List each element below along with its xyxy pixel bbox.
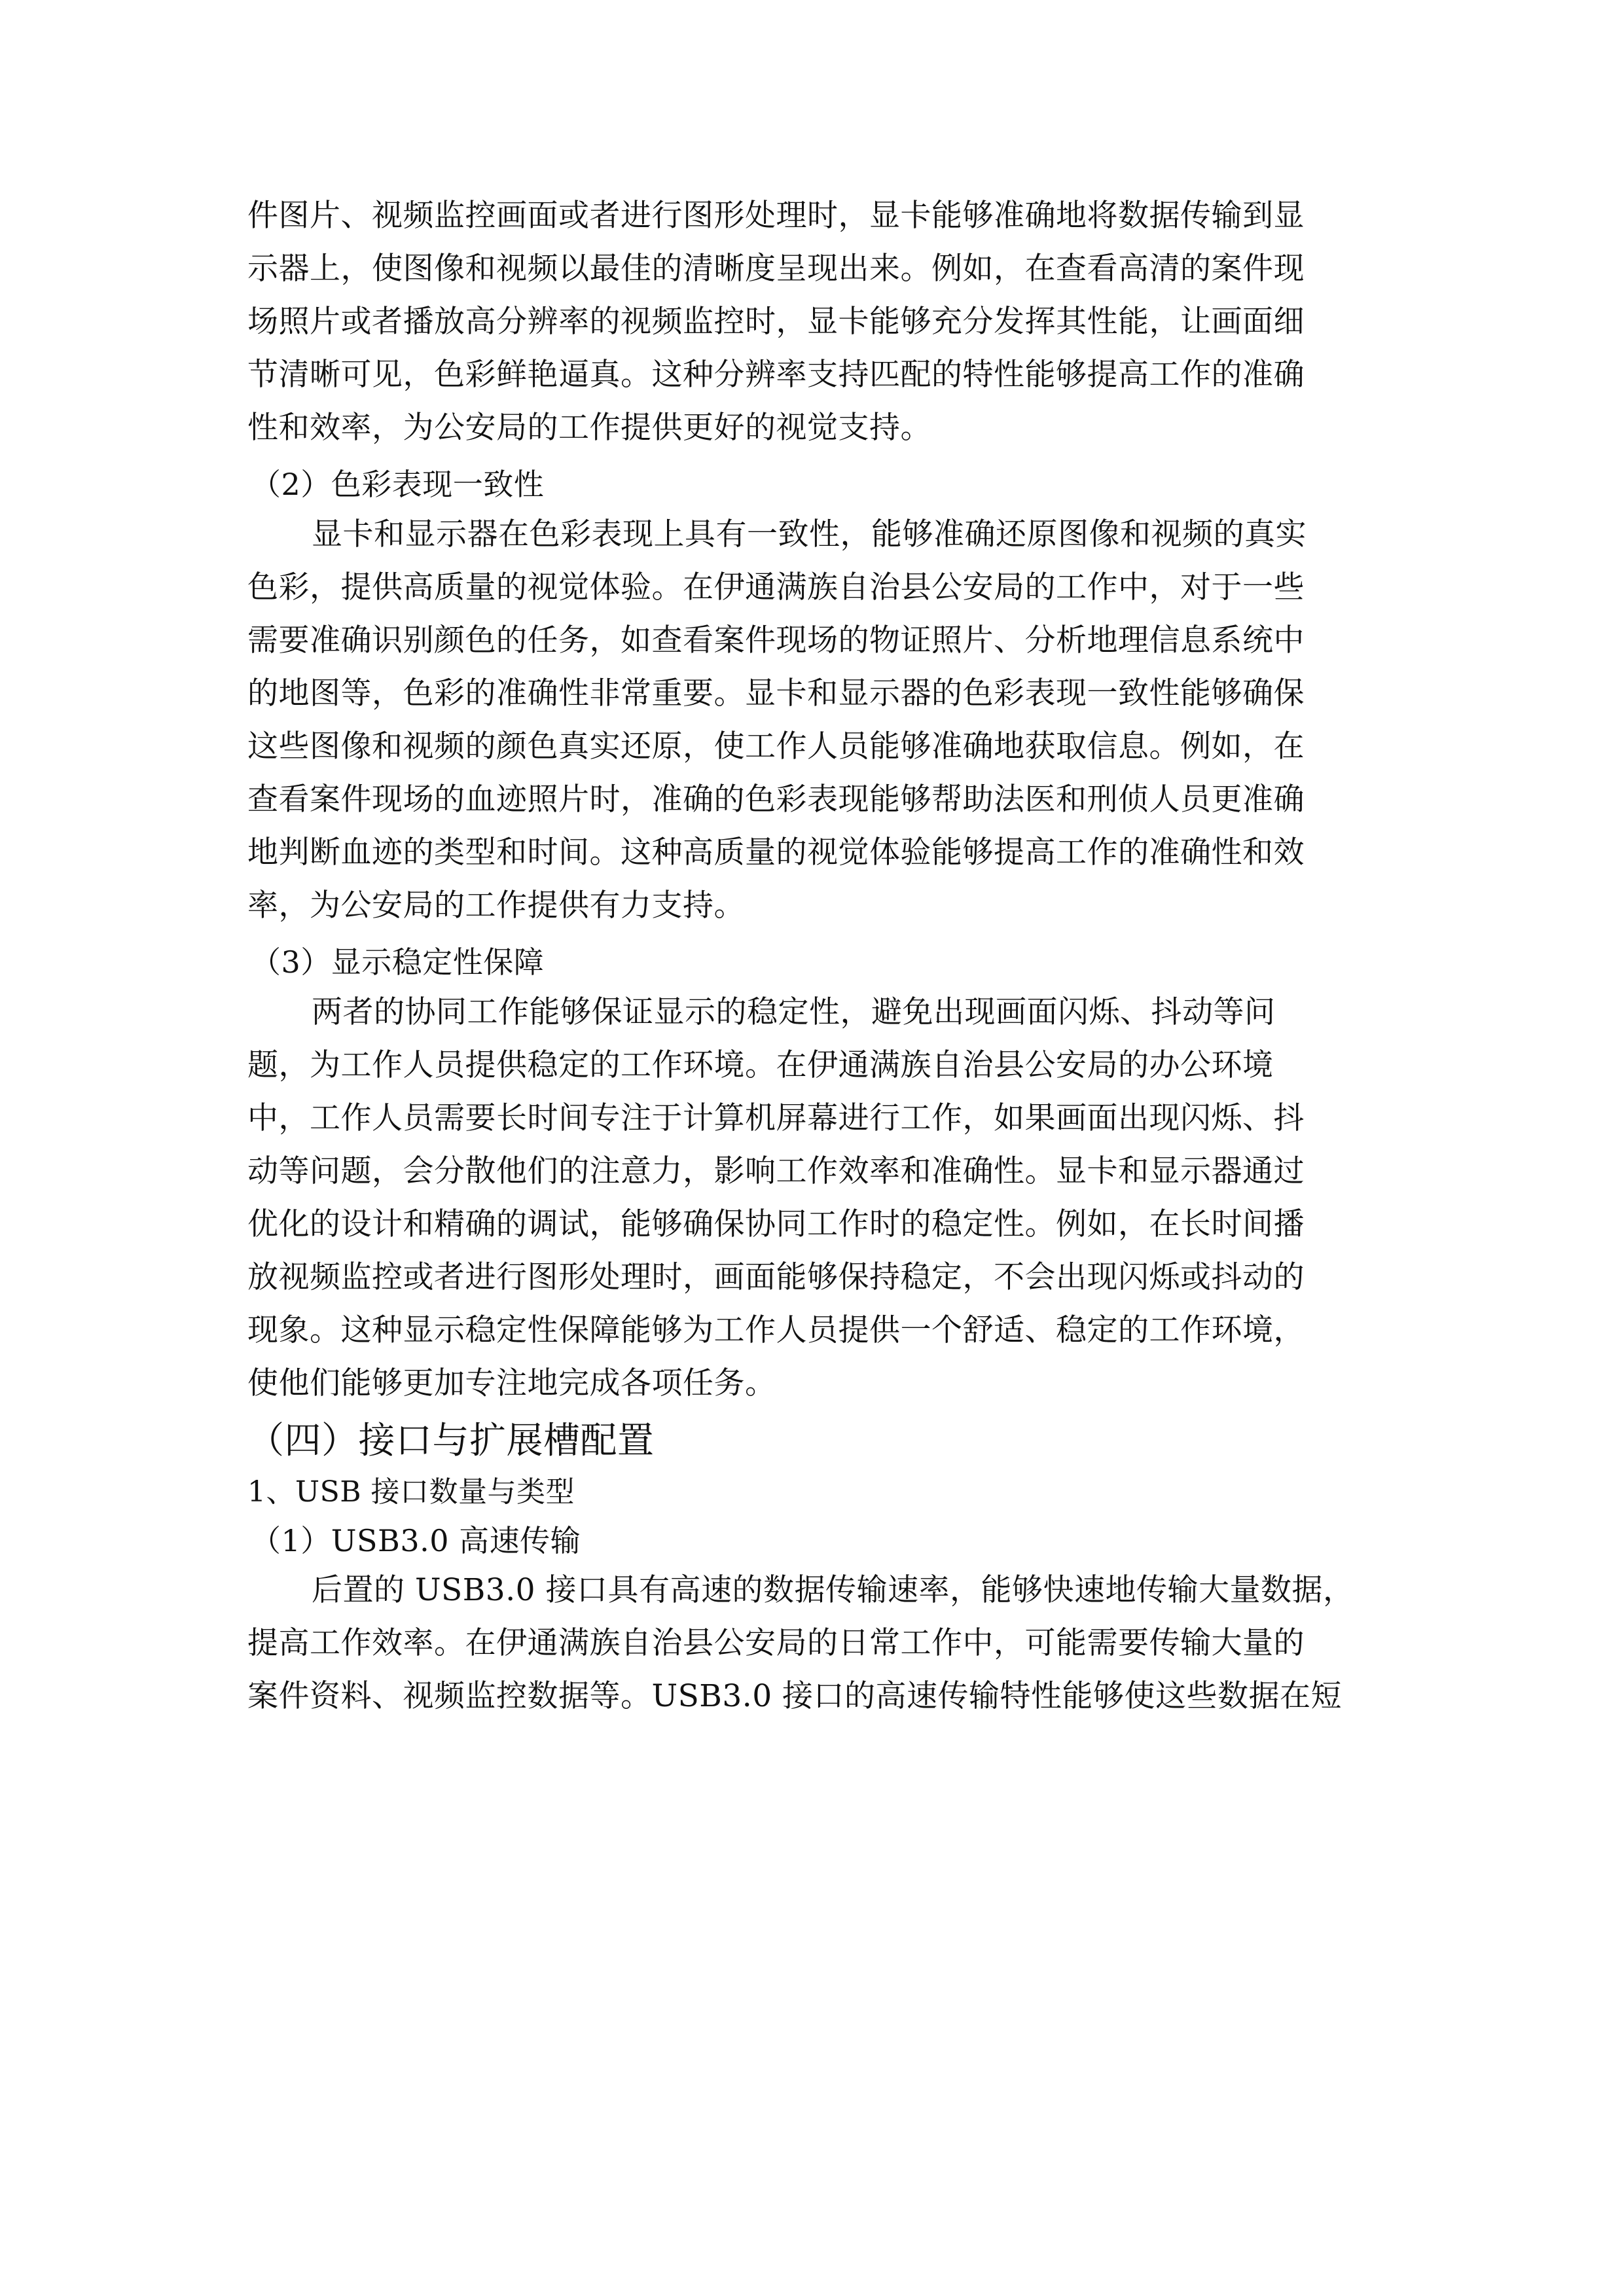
paragraph-2-line-7: 地判断血迹的类型和时间。这种高质量的视觉体验能够提高工作的准确性和效 <box>247 834 1305 870</box>
heading-color-consistency: （2）色彩表现一致性 <box>251 467 545 502</box>
paragraph-3-line-1: 两者的协同工作能够保证显示的稳定性，避免出现画面闪烁、抖动等问 <box>312 994 1276 1030</box>
heading-usb3-transfer: （1）USB3.0 高速传输 <box>251 1523 581 1558</box>
paragraph-4-line-3: 案件资料、视频监控数据等。USB3.0 接口的高速传输特性能够使这些数据在短 <box>247 1678 1343 1714</box>
paragraph-3-line-5: 优化的设计和精确的调试，能够确保协同工作时的稳定性。例如，在长时间播 <box>247 1206 1305 1242</box>
paragraph-2-line-3: 需要准确识别颜色的任务，如查看案件现场的物证照片、分析地理信息系统中 <box>247 622 1305 658</box>
paragraph-3-line-7: 现象。这种显示稳定性保障能够为工作人员提供一个舒适、稳定的工作环境， <box>247 1312 1305 1348</box>
paragraph-1-line-5: 性和效率，为公安局的工作提供更好的视觉支持。 <box>247 410 931 446</box>
paragraph-2-line-5: 这些图像和视频的颜色真实还原，使工作人员能够准确地获取信息。例如，在 <box>247 728 1305 764</box>
paragraph-1-line-1: 件图片、视频监控画面或者进行图形处理时，显卡能够准确地将数据传输到显 <box>247 198 1305 234</box>
paragraph-3-line-2: 题，为工作人员提供稳定的工作环境。在伊通满族自治县公安局的办公环境 <box>247 1047 1274 1083</box>
paragraph-2-line-4: 的地图等，色彩的准确性非常重要。显卡和显示器的色彩表现一致性能够确保 <box>247 675 1305 711</box>
section-heading: （四）接口与扩展槽配置 <box>247 1420 655 1462</box>
paragraph-3-line-6: 放视频监控或者进行图形处理时，画面能够保持稳定，不会出现闪烁或抖动的 <box>247 1259 1305 1295</box>
paragraph-2-line-8: 率，为公安局的工作提供有力支持。 <box>247 888 745 924</box>
paragraph-3-line-4: 动等问题，会分散他们的注意力，影响工作效率和准确性。显卡和显示器通过 <box>247 1153 1305 1189</box>
paragraph-4-line-1: 后置的 USB3.0 接口具有高速的数据传输速率，能够快速地传输大量数据， <box>312 1572 1354 1608</box>
paragraph-2-line-1: 显卡和显示器在色彩表现上具有一致性，能够准确还原图像和视频的真实 <box>312 516 1307 552</box>
paragraph-2-line-2: 色彩，提供高质量的视觉体验。在伊通满族自治县公安局的工作中，对于一些 <box>247 569 1305 605</box>
paragraph-1-line-3: 场照片或者播放高分辨率的视频监控时，显卡能够充分发挥其性能，让画面细 <box>247 304 1305 340</box>
paragraph-1-line-2: 示器上，使图像和视频以最佳的清晰度呈现出来。例如，在查看高清的案件现 <box>247 251 1305 287</box>
paragraph-3-line-3: 中，工作人员需要长时间专注于计算机屏幕进行工作，如果画面出现闪烁、抖 <box>247 1100 1305 1136</box>
paragraph-4-line-2: 提高工作效率。在伊通满族自治县公安局的日常工作中，可能需要传输大量的 <box>247 1625 1305 1661</box>
paragraph-2-line-6: 查看案件现场的血迹照片时，准确的色彩表现能够帮助法医和刑侦人员更准确 <box>247 781 1305 817</box>
paragraph-3-line-8: 使他们能够更加专注地完成各项任务。 <box>247 1365 776 1401</box>
subsection-heading: 1、USB 接口数量与类型 <box>247 1475 575 1509</box>
heading-display-stability: （3）显示稳定性保障 <box>251 944 545 980</box>
paragraph-1-line-4: 节清晰可见，色彩鲜艳逼真。这种分辨率支持匹配的特性能够提高工作的准确 <box>247 357 1305 393</box>
